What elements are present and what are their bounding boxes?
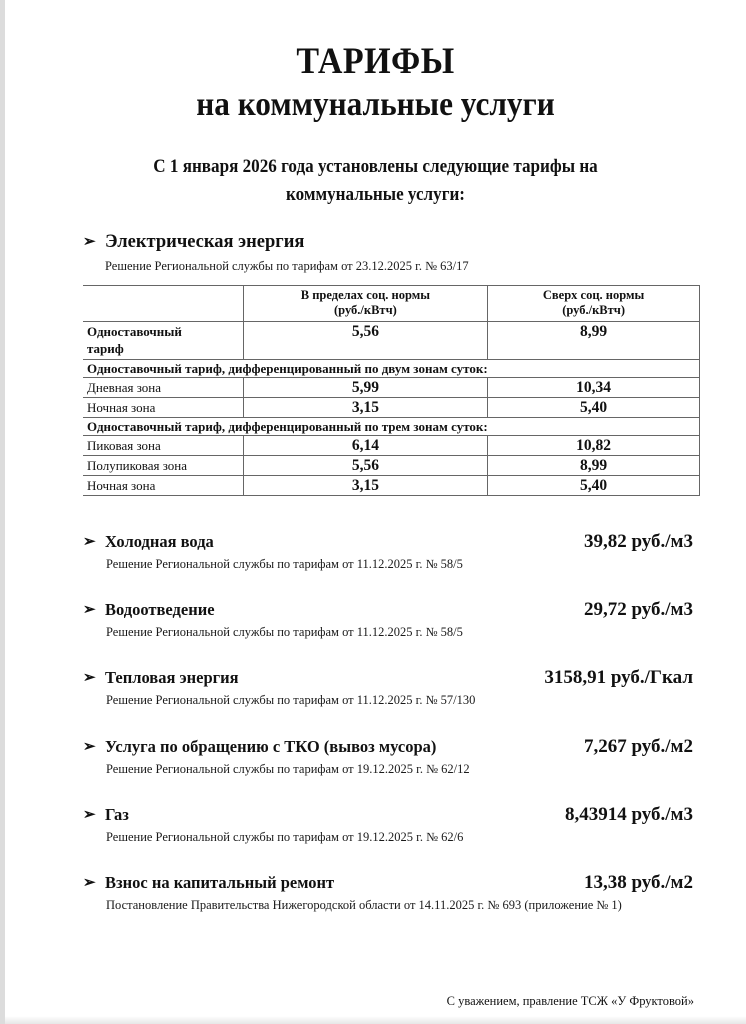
page-bottom-shadow bbox=[5, 1016, 746, 1024]
intro-text bbox=[42, 153, 709, 209]
service-title: Взнос на капитальный ремонт bbox=[105, 873, 335, 892]
service-title: Газ bbox=[105, 805, 129, 824]
signature: С уважением, правление ТСЖ «У Фруктовой» bbox=[446, 994, 694, 1008]
table-header-above-norm: Сверх соц. нормы (руб./кВтч) bbox=[488, 286, 700, 322]
table-row bbox=[83, 378, 700, 398]
bullet-arrow-icon: ➢ bbox=[83, 807, 96, 823]
bullet-arrow-icon: ➢ bbox=[83, 875, 96, 891]
service-decision: Постановление Правительства Нижегородской области от 14.11.2025 г. № 693 (приложение № 1) bbox=[106, 898, 622, 912]
service-decision: Решение Региональной службы по тарифам от 19.12.2025 г. № 62/12 bbox=[106, 762, 470, 776]
table-group-three-zones bbox=[83, 418, 700, 436]
zone-label: Полупиковая зона bbox=[83, 456, 243, 476]
zone-above: 8,99 bbox=[488, 456, 700, 476]
zone-within: 5,56 bbox=[243, 456, 488, 476]
zone-within: 5,99 bbox=[243, 378, 488, 398]
zone-above: 10,82 bbox=[488, 436, 700, 456]
table-row bbox=[83, 476, 700, 496]
service-price: 3158,91 руб./Гкал bbox=[544, 667, 693, 688]
service-title: Холодная вода bbox=[105, 532, 214, 551]
electricity-tariff-table bbox=[83, 285, 700, 496]
zone-above: 5,40 bbox=[488, 398, 700, 418]
zone-within: 3,15 bbox=[243, 476, 488, 496]
zone-above: 10,34 bbox=[488, 378, 700, 398]
bullet-arrow-icon: ➢ bbox=[83, 739, 96, 755]
service-title: Услуга по обращению с ТКО (вывоз мусора) bbox=[105, 737, 437, 756]
zone-label: Ночная зона bbox=[83, 398, 243, 418]
page-subtitle: на коммунальные услуги bbox=[196, 86, 555, 123]
table-header-row bbox=[83, 286, 700, 322]
zone-within: 6,14 bbox=[243, 436, 488, 456]
intro-line-2: коммунальные услуги: bbox=[285, 184, 466, 205]
service-title: Водоотведение bbox=[105, 600, 215, 619]
bullet-arrow-icon: ➢ bbox=[83, 234, 96, 250]
table-header-empty bbox=[83, 286, 243, 322]
service-decision: Решение Региональной службы по тарифам от 11.12.2025 г. № 57/130 bbox=[106, 693, 476, 707]
table-group-two-zones bbox=[83, 360, 700, 378]
two-zone-heading: Одноставочный тариф, дифференцированный по двум зонам суток: bbox=[83, 360, 700, 378]
bullet-arrow-icon: ➢ bbox=[83, 670, 96, 686]
bullet-arrow-icon: ➢ bbox=[83, 602, 96, 618]
electricity-heading bbox=[83, 232, 304, 253]
table-row bbox=[83, 456, 700, 476]
service-decision: Решение Региональной службы по тарифам от 11.12.2025 г. № 58/5 bbox=[106, 625, 463, 639]
table-header-within-norm: В пределах соц. нормы (руб./кВтч) bbox=[243, 286, 488, 322]
table-row-single-rate bbox=[83, 322, 700, 360]
single-rate-within: 5,56 bbox=[243, 322, 488, 360]
service-price: 7,267 руб./м2 bbox=[583, 736, 693, 757]
service-title: Тепловая энергия bbox=[105, 668, 239, 687]
service-price: 13,38 руб./м2 bbox=[583, 872, 693, 893]
service-decision: Решение Региональной службы по тарифам от 19.12.2025 г. № 62/6 bbox=[106, 830, 464, 844]
zone-within: 3,15 bbox=[243, 398, 488, 418]
service-decision: Решение Региональной службы по тарифам от 11.12.2025 г. № 58/5 bbox=[106, 557, 463, 571]
three-zone-heading: Одноставочный тариф, дифференцированный по трем зонам суток: bbox=[83, 418, 700, 436]
table-row bbox=[83, 398, 700, 418]
bullet-arrow-icon: ➢ bbox=[83, 534, 96, 550]
zone-label: Пиковая зона bbox=[83, 436, 243, 456]
page-title: ТАРИФЫ bbox=[296, 41, 455, 82]
service-price: 39,82 руб./м3 bbox=[583, 531, 693, 552]
table-row bbox=[83, 436, 700, 456]
zone-label: Дневная зона bbox=[83, 378, 243, 398]
zone-label: Ночная зона bbox=[83, 476, 243, 496]
single-rate-label: Одноставочный тариф bbox=[83, 322, 243, 360]
electricity-decision: Решение Региональной службы по тарифам от 23.12.2025 г. № 63/17 bbox=[105, 259, 469, 273]
intro-line-1: С 1 января 2026 года установлены следующие тарифы на bbox=[153, 156, 598, 177]
service-price: 29,72 руб./м3 bbox=[583, 599, 693, 620]
zone-above: 5,40 bbox=[488, 476, 700, 496]
single-rate-above: 8,99 bbox=[488, 322, 700, 360]
document-page bbox=[5, 0, 746, 1024]
service-price: 8,43914 руб./м3 bbox=[564, 804, 693, 825]
electricity-title: Электрическая энергия bbox=[105, 232, 305, 252]
